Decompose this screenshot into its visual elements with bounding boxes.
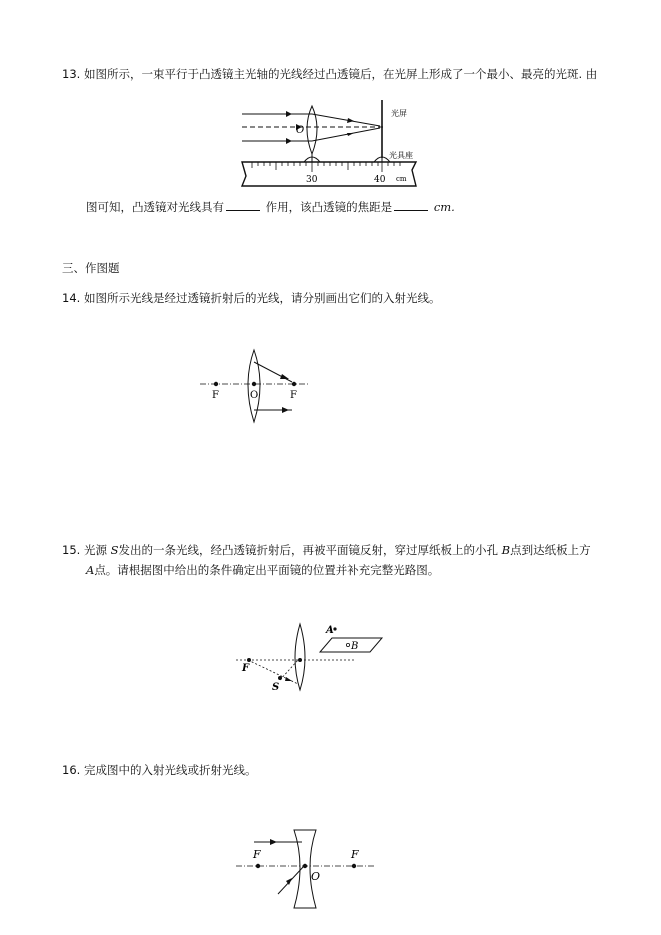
q15-line1-c: 点到达纸板上方 <box>510 543 591 557</box>
q15-line2-text: 点。请根据图中给出的条件确定出平面镜的位置并补充完整光路图。 <box>94 563 440 577</box>
q13-line2 <box>86 199 455 215</box>
q13-o-label: O <box>296 125 305 136</box>
q16-figure <box>236 826 386 912</box>
q15-line1-a: 15. 光源 <box>62 543 111 557</box>
q13-line2-b: 作用，该凸透镜的焦距是 <box>265 200 393 214</box>
q15-f-label: F <box>242 663 250 674</box>
q15-s-inline: S <box>110 543 119 557</box>
q15-b-inline: B <box>501 543 511 557</box>
q15-b-label: B <box>351 641 359 652</box>
q14-f-left: F <box>212 390 219 401</box>
q13-blank-2[interactable] <box>394 199 428 211</box>
q14-f-right: F <box>290 390 297 401</box>
q13-line2-a: 图可知，凸透镜对光线具有 <box>86 200 224 214</box>
section3-title: 三、作图题 <box>62 261 120 275</box>
q13-blank-1[interactable] <box>226 199 260 211</box>
q13-holder-label: 光具座 <box>389 151 413 160</box>
q15-figure <box>236 620 386 692</box>
q13-figure <box>236 98 416 190</box>
q16-f-left: F <box>253 848 261 861</box>
q15-line1 <box>62 543 591 558</box>
q14-figure <box>200 346 310 426</box>
q13-unit: cm <box>396 175 407 183</box>
q16-text: 16. 完成图中的入射光线或折射光线。 <box>62 763 257 777</box>
q15-a-inline: A <box>86 563 95 577</box>
q15-s-label: S <box>272 682 280 693</box>
q14-text: 14. 如图所示光线是经过透镜折射后的光线，请分别画出它们的入射光线。 <box>62 291 441 305</box>
q13-screen-label: 光屏 <box>391 109 407 118</box>
q13-line1: 13. 如图所示，一束平行于凸透镜主光轴的光线经过凸透镜后，在光屏上形成了一个最小、最亮的光斑. 由 <box>62 67 598 81</box>
q13-tick-40: 40 <box>374 175 386 185</box>
q16-o: O <box>311 870 321 883</box>
q13-unit-text: cm. <box>433 200 455 214</box>
q16-f-right: F <box>351 848 359 861</box>
q15-line1-b: 发出的一条光线，经凸透镜折射后，再被平面镜反射，穿过厚纸板上的小孔 <box>118 543 502 557</box>
q15-a-label: A <box>326 625 334 636</box>
q14-o: O <box>250 390 259 401</box>
q15-line2 <box>86 563 439 578</box>
q13-tick-30: 30 <box>306 175 318 185</box>
